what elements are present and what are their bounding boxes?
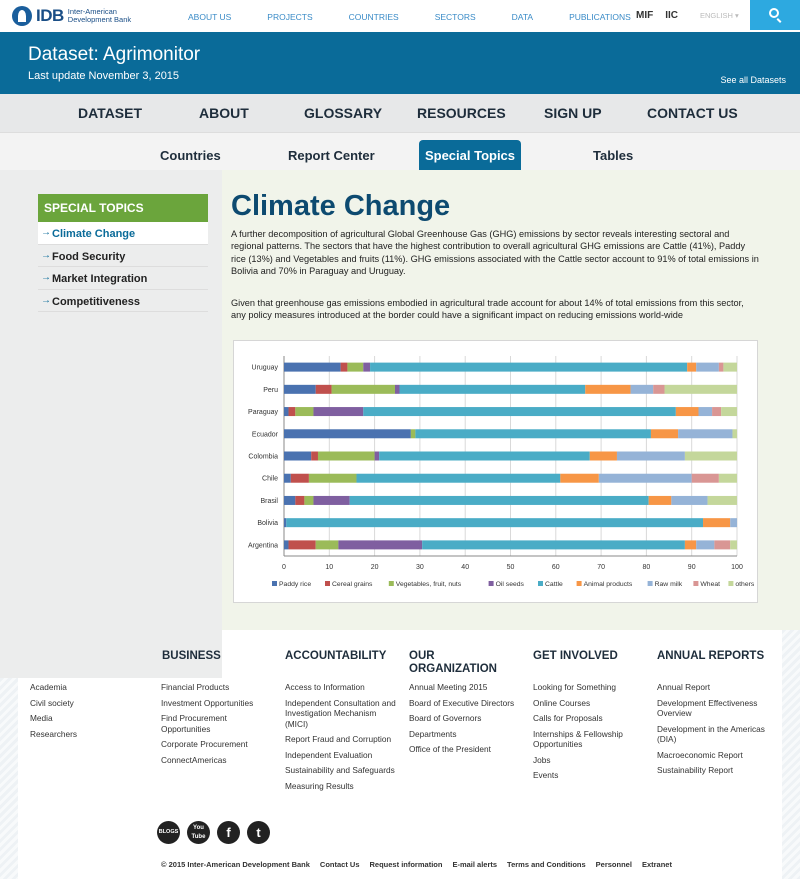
x-tick-label: 80 xyxy=(642,564,651,571)
bar-segment xyxy=(422,540,685,549)
footer-link[interactable]: Financial Products xyxy=(161,682,230,692)
bar-segment xyxy=(286,518,703,527)
bar-segment xyxy=(375,452,380,461)
idb-logo[interactable] xyxy=(12,6,148,26)
bar-segment xyxy=(284,363,341,372)
partner-logos xyxy=(636,10,678,21)
bar-segment xyxy=(363,407,676,416)
topnav-countries[interactable]: COUNTRIES xyxy=(348,12,399,22)
legend-swatch xyxy=(648,581,653,586)
bar-segment xyxy=(590,452,617,461)
bar-segment xyxy=(338,540,422,549)
facebook-icon[interactable]: f xyxy=(217,821,240,844)
bar-segment xyxy=(649,496,672,505)
footer-link[interactable]: Find Procurement Opportunities xyxy=(161,713,227,734)
sidebar-item-market-integration[interactable] xyxy=(38,267,208,290)
page-title: Climate Change xyxy=(231,190,451,222)
category-label: Ecuador xyxy=(251,431,278,439)
dataset-header xyxy=(0,32,800,94)
footer-link[interactable]: Events xyxy=(533,770,559,780)
bar-segment xyxy=(723,363,737,372)
mainnav-resources[interactable]: RESOURCES xyxy=(417,105,506,121)
bar-segment xyxy=(692,474,719,483)
footer-pattern-left xyxy=(0,678,18,879)
footer-link[interactable]: Board of Governors xyxy=(409,713,482,723)
bar-segment xyxy=(284,407,289,416)
footer-extranet-link[interactable]: Extranet xyxy=(641,860,672,869)
x-tick-label: 90 xyxy=(687,564,696,571)
x-tick-label: 70 xyxy=(597,564,605,571)
footer-request-info-link[interactable]: Request information xyxy=(369,860,443,869)
category-label: Argentina xyxy=(248,542,278,550)
mainnav-contact-us[interactable]: CONTACT US xyxy=(647,105,738,121)
category-label: Brasil xyxy=(260,497,278,505)
bar-segment xyxy=(631,385,654,394)
bar-segment xyxy=(617,452,685,461)
bar-segment xyxy=(730,518,737,527)
sidebar xyxy=(38,194,208,312)
x-tick-label: 40 xyxy=(461,564,470,571)
arrow-right-icon: → xyxy=(41,294,51,306)
footer-col-annual-reports xyxy=(657,650,775,781)
legend-swatch xyxy=(389,581,394,586)
trade-paragraph: Given that greenhouse gas emissions embodied in agricultural trade account for about 14% of total emissions from this sector, any policy measures introduced at the border could have a significant impact on reducing emissions world-wide xyxy=(231,298,744,321)
language-label: ENGLISH xyxy=(700,11,733,20)
footer-link[interactable]: Measuring Results xyxy=(285,780,354,791)
mainnav-about[interactable]: ABOUT xyxy=(199,105,249,121)
arrow-right-icon: → xyxy=(41,272,51,283)
bar-segment xyxy=(653,385,664,394)
language-selector[interactable] xyxy=(700,11,739,20)
footer-col-get-involved xyxy=(533,650,648,786)
top-bar xyxy=(0,0,800,32)
topnav-publications[interactable]: PUBLICATIONS xyxy=(569,12,631,22)
bar-segment xyxy=(696,540,714,549)
mainnav-sign-up[interactable]: SIGN UP xyxy=(544,105,602,121)
footer-link[interactable]: Calls for Proposals xyxy=(533,713,603,723)
footer-link[interactable]: Looking for Something xyxy=(533,682,617,692)
dataset-title: Dataset: Agrimonitor xyxy=(28,44,201,65)
x-tick-label: 100 xyxy=(731,564,743,571)
bar-segment xyxy=(370,363,687,372)
legend-swatch xyxy=(577,581,582,586)
footer-link[interactable]: Macroeconomic Report xyxy=(657,749,743,760)
sidebar-item-climate-change[interactable] xyxy=(38,222,208,245)
bar-segment xyxy=(379,452,590,461)
bar-segment xyxy=(696,363,719,372)
footer-heading-get-involved: GET INVOLVED xyxy=(533,650,618,662)
bar-segment xyxy=(311,452,318,461)
category-label: Uruguay xyxy=(251,364,278,372)
bar-segment xyxy=(309,474,357,483)
footer-link[interactable]: ConnectAmericas xyxy=(161,754,227,765)
tab-report-center[interactable]: Report Center xyxy=(288,148,375,163)
emissions-chart xyxy=(233,340,758,603)
bar-segment xyxy=(685,540,696,549)
legend-swatch xyxy=(325,581,330,586)
footer-email-alerts-link[interactable]: E-mail alerts xyxy=(452,860,498,869)
sidebar-item-label: Market Integration xyxy=(52,273,148,285)
x-tick-label: 10 xyxy=(325,564,334,571)
twitter-icon[interactable]: t xyxy=(247,821,270,844)
footer-link[interactable]: Independent Consultation and Investigation Mechanism (MICI) xyxy=(285,697,396,729)
legend-label: Oil seeds xyxy=(495,581,524,588)
bar-segment xyxy=(411,429,416,438)
dataset-update: Last update November 3, 2015 xyxy=(28,70,180,82)
sidebar-item-label: Climate Change xyxy=(52,228,136,240)
tab-tables[interactable]: Tables xyxy=(593,148,634,163)
bar-segment xyxy=(708,496,737,505)
footer-link[interactable]: Sustainability Report xyxy=(657,765,734,775)
topnav-about-us[interactable]: ABOUT US xyxy=(188,12,232,22)
idb-logo-icon xyxy=(12,6,32,26)
bar-segment xyxy=(284,496,295,505)
footer-pattern-right xyxy=(782,630,800,879)
x-tick-label: 50 xyxy=(506,564,515,571)
see-all-datasets-link[interactable]: See all Datasets xyxy=(720,75,786,85)
top-nav xyxy=(170,0,649,32)
footer-link[interactable]: Development Effectiveness Overview xyxy=(657,697,758,718)
legend-label: Paddy rice xyxy=(279,581,312,588)
bar-segment xyxy=(341,363,348,372)
footer-link[interactable]: Sustainability and Safeguards xyxy=(285,765,395,775)
bar-segment xyxy=(304,496,313,505)
intro-paragraph: A further decomposition of agricultural Global Greenhouse Gas (GHG) emissions by sector reveals interesting sectoral and regional patterns. The sectors that have the highest contribution to overall agricultural GHG emissions are Cattle (41%), Paddy rice (13%) and Vegetables and fruits (11%). GHG emissions associated with the Cattle sector account to 91% of total emissions in Bolivia and 70% in Paraguay and Uruguay. xyxy=(231,229,759,277)
bar-segment xyxy=(651,429,678,438)
bar-segment xyxy=(316,540,339,549)
legend-swatch xyxy=(693,581,698,586)
footer-link[interactable]: Annual Report xyxy=(657,682,711,692)
logo-text: IDB xyxy=(36,6,64,25)
legend-label: Cattle xyxy=(545,581,563,588)
bar-segment xyxy=(295,496,304,505)
x-tick-label: 30 xyxy=(416,564,424,571)
footer-link[interactable]: Office of the President xyxy=(409,744,491,754)
youtube-icon[interactable]: You Tube xyxy=(187,821,210,844)
footer-link[interactable]: Online Courses xyxy=(533,697,591,708)
legend-swatch xyxy=(728,581,733,586)
category-label: Bolivia xyxy=(257,520,278,528)
copyright-text: © 2015 Inter-American Development Bank xyxy=(161,860,310,869)
logo-subtitle: Inter-American Development Bank xyxy=(67,7,132,24)
footer-link[interactable]: Internships & Fellowship Opportunities xyxy=(533,728,623,749)
footer-link[interactable]: Report Fraud and Corruption xyxy=(285,734,392,744)
footer-heading-accountability: ACCOUNTABILITY xyxy=(285,650,387,662)
legend-label: Raw milk xyxy=(654,581,683,588)
footer-heading-organization: OUR ORGANIZATION xyxy=(409,650,497,675)
footer-link-civil-society[interactable]: Civil society xyxy=(30,697,74,708)
x-tick-label: 20 xyxy=(370,564,379,571)
footer-link-academia[interactable]: Academia xyxy=(30,682,67,692)
bar-segment xyxy=(284,429,411,438)
bar-segment xyxy=(284,474,291,483)
sidebar-item-competitiveness[interactable] xyxy=(38,290,208,313)
bar-segment xyxy=(395,385,400,394)
bar-segment xyxy=(363,363,370,372)
arrow-right-icon: → xyxy=(41,227,51,238)
footer-link[interactable]: Jobs xyxy=(533,754,551,765)
bar-segment xyxy=(295,407,313,416)
footer-link[interactable]: Independent Evaluation xyxy=(285,749,373,760)
mainnav-glossary[interactable]: GLOSSARY xyxy=(304,105,383,121)
bar-segment xyxy=(400,385,586,394)
footer-contact-link[interactable]: Contact Us xyxy=(319,860,360,869)
bar-segment xyxy=(730,540,737,549)
sidebar-item-label: Food Security xyxy=(52,250,126,263)
bar-segment xyxy=(719,363,724,372)
sidebar-item-food-security[interactable] xyxy=(38,245,208,268)
blogs-icon[interactable]: BLOGS xyxy=(157,821,180,844)
bar-segment xyxy=(356,474,560,483)
bar-segment xyxy=(284,518,286,527)
bar-segment xyxy=(560,474,599,483)
bar-segment xyxy=(698,407,712,416)
bar-segment xyxy=(678,429,732,438)
bar-segment xyxy=(685,452,737,461)
legend-label: Wheat xyxy=(700,581,721,588)
footer-heading-business xyxy=(100,650,260,682)
footer-heading-business-text: BUSINESS xyxy=(162,650,221,662)
bar-segment xyxy=(732,429,737,438)
category-label: Colombia xyxy=(248,453,278,461)
footer-link[interactable]: Investment Opportunities xyxy=(161,697,254,708)
bar-segment xyxy=(719,474,737,483)
topnav-sectors[interactable]: SECTORS xyxy=(434,12,476,22)
bar-segment xyxy=(316,385,332,394)
legend-swatch xyxy=(538,581,543,586)
search-icon xyxy=(769,8,779,18)
bar-segment xyxy=(289,407,296,416)
legend-label: Vegetables, fruit, nuts xyxy=(395,581,462,588)
copyright-bar xyxy=(161,860,672,869)
footer-link-researchers[interactable]: Researchers xyxy=(30,728,78,739)
arrow-right-icon: → xyxy=(41,249,51,261)
legend-swatch xyxy=(272,581,277,586)
category-label: Paraguay xyxy=(248,409,278,417)
footer-link[interactable]: Departments xyxy=(409,728,457,739)
bar-segment xyxy=(599,474,692,483)
x-tick-label: 60 xyxy=(551,564,560,571)
sidebar-item-label: Competitiveness xyxy=(52,295,141,308)
legend-label: Animal products xyxy=(583,581,633,588)
tab-special-topics[interactable]: Special Topics xyxy=(419,140,521,171)
sidebar-heading: SPECIAL TOPICS xyxy=(38,194,208,222)
bar-segment xyxy=(703,518,730,527)
mif-logo[interactable]: MIF xyxy=(636,10,654,21)
bar-segment xyxy=(671,496,707,505)
footer-link[interactable]: Corporate Procurement xyxy=(161,739,248,749)
footer-link[interactable]: Development in the Americas (DIA) xyxy=(657,723,765,744)
footer-heading-annual-reports: ANNUAL REPORTS xyxy=(657,650,765,662)
bar-segment xyxy=(313,407,363,416)
x-tick-label: 0 xyxy=(282,564,286,571)
iic-logo[interactable]: IIC xyxy=(665,10,678,21)
category-label: Chile xyxy=(262,475,278,483)
bar-segment xyxy=(332,385,395,394)
chevron-down-icon: ▾ xyxy=(735,11,739,20)
bar-segment xyxy=(347,363,363,372)
footer-link[interactable]: Access to Information xyxy=(285,682,365,692)
stacked-bar-chart xyxy=(234,341,759,604)
footer-personnel-link[interactable]: Personnel xyxy=(595,860,632,869)
bar-segment xyxy=(291,474,309,483)
legend-label: others xyxy=(735,581,755,588)
bar-segment xyxy=(687,363,696,372)
bar-segment xyxy=(721,407,737,416)
footer-link[interactable]: Board of Executive Directors xyxy=(409,697,515,708)
bar-segment xyxy=(585,385,630,394)
footer-col-organization xyxy=(409,650,524,760)
bar-segment xyxy=(665,385,737,394)
mainnav-dataset[interactable]: DATASET xyxy=(78,105,143,121)
category-label: Peru xyxy=(263,386,278,394)
footer-link-media[interactable]: Media xyxy=(30,713,53,723)
bar-segment xyxy=(284,452,311,461)
topnav-data[interactable]: DATA xyxy=(511,12,534,22)
bar-segment xyxy=(712,407,721,416)
tab-countries[interactable]: Countries xyxy=(160,148,221,163)
bar-segment xyxy=(284,385,316,394)
legend-label: Cereal grains xyxy=(332,581,373,588)
bar-segment xyxy=(714,540,730,549)
bar-segment xyxy=(415,429,651,438)
bar-segment xyxy=(289,540,316,549)
main-nav xyxy=(0,94,800,132)
footer-link[interactable]: Annual Meeting 2015 xyxy=(409,682,488,692)
footer-col-business xyxy=(161,650,271,770)
sub-nav xyxy=(0,132,800,170)
legend-swatch xyxy=(489,581,494,586)
footer-col-accountability xyxy=(285,650,400,796)
bar-segment xyxy=(284,540,289,549)
bar-segment xyxy=(313,496,349,505)
bar-segment xyxy=(350,496,649,505)
footer-terms-link[interactable]: Terms and Conditions xyxy=(507,860,586,869)
bar-segment xyxy=(676,407,699,416)
search-button[interactable] xyxy=(750,0,800,30)
bar-segment xyxy=(318,452,375,461)
topnav-projects[interactable]: PROJECTS xyxy=(267,12,313,22)
